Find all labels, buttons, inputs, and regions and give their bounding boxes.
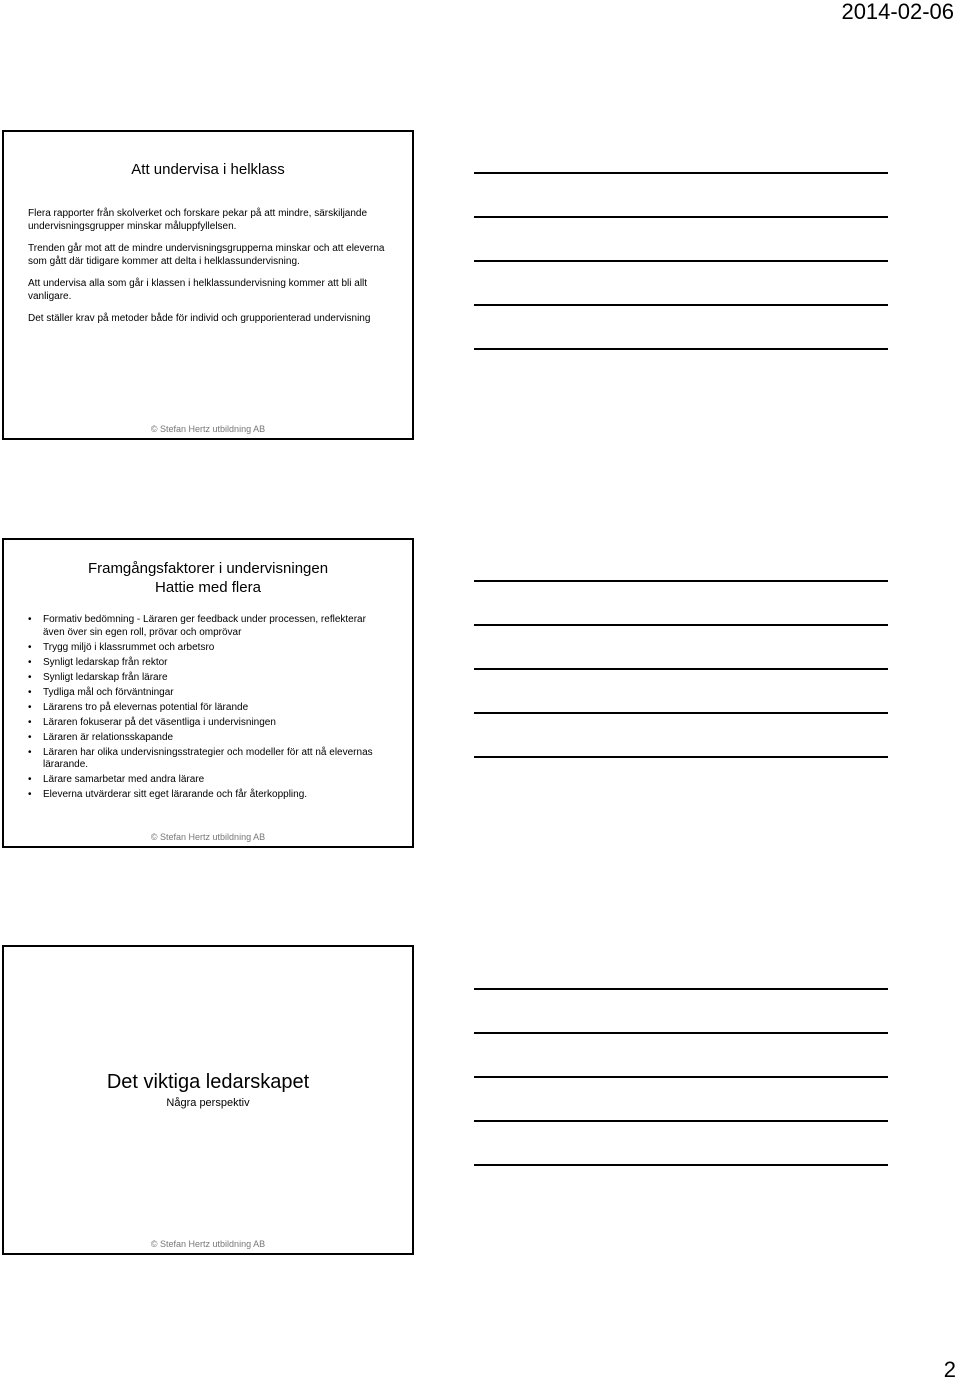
note-line xyxy=(474,668,888,670)
slide-footer: © Stefan Hertz utbildning AB xyxy=(150,1239,266,1249)
slide-subtitle: Några perspektiv xyxy=(166,1097,250,1109)
slide-2 xyxy=(2,538,414,848)
note-line xyxy=(474,988,888,990)
note-line xyxy=(474,712,888,714)
list-item: • Tydliga mål och förväntningar xyxy=(28,687,390,700)
list-item: • Lärarens tro på elevernas potential för lärande xyxy=(28,702,390,715)
note-line xyxy=(474,624,888,626)
slide-title: Det viktiga ledarskapet xyxy=(106,1071,310,1093)
list-item: • Läraren fokuserar på det väsentliga i undervisningen xyxy=(28,717,390,730)
note-line xyxy=(474,172,888,174)
list-item: • Synligt ledarskap från rektor xyxy=(28,657,390,670)
note-line xyxy=(474,1120,888,1122)
list-item: • Lärare samarbetar med andra lärare xyxy=(28,774,390,787)
slide-paragraph: Trenden går mot att de mindre undervisningsgrupperna minskar och att eleverna som gått där tidigare kommer att delta i helklassundervisning. xyxy=(28,243,385,267)
list-item: • Eleverna utvärderar sitt eget lärarande och får återkoppling. xyxy=(28,789,390,802)
slide-footer: © Stefan Hertz utbildning AB xyxy=(150,832,266,842)
slide-body xyxy=(28,208,394,336)
slide-title-line2: Hattie med flera xyxy=(155,579,261,596)
slide-paragraph: Att undervisa alla som går i klassen i helklassundervisning kommer att bli allt vanligare. xyxy=(28,278,368,302)
notes-lines-2 xyxy=(474,580,888,800)
note-line xyxy=(474,304,888,306)
slide-title-line1: Framgångsfaktorer i undervisningen xyxy=(87,560,329,577)
slide-title: Att undervisa i helklass xyxy=(131,161,285,178)
page-number: 2 xyxy=(943,1357,956,1382)
notes-lines-1 xyxy=(474,172,888,392)
slide-1 xyxy=(2,130,414,440)
list-item: • Trygg miljö i klassrummet och arbetsro xyxy=(28,642,390,655)
note-line xyxy=(474,348,888,350)
note-line xyxy=(474,260,888,262)
list-item: • Synligt ledarskap från lärare xyxy=(28,672,390,685)
note-line xyxy=(474,756,888,758)
note-line xyxy=(474,216,888,218)
bullet-list xyxy=(28,614,390,804)
list-item: • Formativ bedömning - Läraren ger feedback under processen, reflekterar även över sin egen roll, prövar och omprövar xyxy=(28,614,390,639)
list-item: • Läraren är relationsskapande xyxy=(28,732,390,745)
slide-paragraph: Det ställer krav på metoder både för individ och grupporienterad undervisning xyxy=(28,313,371,324)
note-line xyxy=(474,580,888,582)
list-item: • Läraren har olika undervisningsstrategier och modeller för att nå elevernas lärarande. xyxy=(28,747,390,772)
slide-footer: © Stefan Hertz utbildning AB xyxy=(150,424,266,434)
page-date: 2014-02-06 xyxy=(841,0,954,24)
slide-3 xyxy=(2,945,414,1255)
slide-title xyxy=(4,559,412,597)
notes-lines-3 xyxy=(474,988,888,1208)
note-line xyxy=(474,1032,888,1034)
note-line xyxy=(474,1164,888,1166)
note-line xyxy=(474,1076,888,1078)
slide-paragraph: Flera rapporter från skolverket och forskare pekar på att mindre, särskiljande undervisningsgrupper minskar måluppfyllelsen. xyxy=(28,208,368,232)
